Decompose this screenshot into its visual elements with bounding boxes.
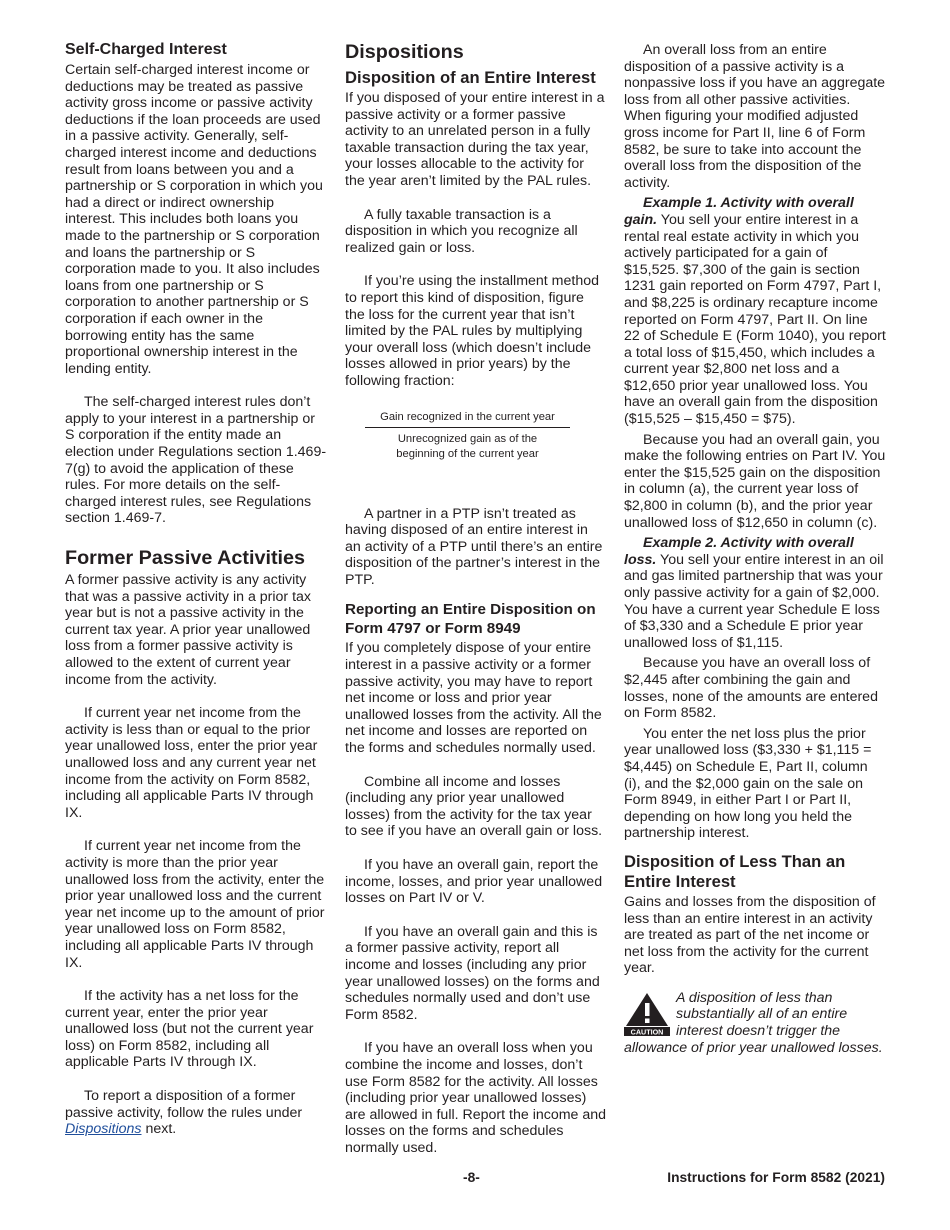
- example-1-title: Example 1. Activity with overall gain.: [624, 195, 854, 228]
- paragraph: Combine all income and losses (including any prior year unallowed losses) from the activity for the tax year to see if you have an overall gain or loss.: [345, 773, 603, 840]
- paragraph: If you have an overall gain and this is a former passive activity, report all income and losses (including any prior year unallowed losses) on the forms and schedules normally used and don’t use Form 8582.: [345, 923, 600, 1023]
- caution-note: [624, 990, 886, 1056]
- paragraph: Gains and losses from the disposition of less than an entire interest in an activity are treated as part of the net income or net loss from the activity for the current year.: [624, 893, 876, 977]
- paragraph: If you’re using the installment method to report this kind of disposition, figure the loss for the current year that isn’t limited by the PAL rules by multiplying your overall loss (which doesn’t include losses allowed in prior years) by the following fraction:: [345, 273, 600, 389]
- paragraph: If current year net income from the activity is more than the prior year unallowed loss from the activity, enter the prior year unallowed loss and the current year net income up to the amount of prior year unallowed loss on Form 8582, including all applicable Parts IV through IX.: [65, 838, 325, 971]
- example-2: [624, 535, 886, 651]
- text: next.: [141, 1121, 177, 1138]
- footer-title: Instructions for Form 8582 (2021): [667, 1170, 885, 1185]
- text: To report a disposition of a former passive activity, follow the rules under: [65, 1088, 303, 1121]
- paragraph: If the activity has a net loss for the current year, enter the prior year unallowed loss (but not the current year loss) on Form 8582, including all applicable Parts IV through IX.: [65, 988, 314, 1071]
- paragraph: If you have an overall gain, report the income, losses, and prior year unallowed losses on Part IV or V.: [345, 857, 603, 907]
- example-1: [624, 195, 886, 427]
- paragraph: You enter the net loss plus the prior year unallowed loss ($3,330 + $1,115 = $4,445) on Schedule E, Part II, column (i), and the $2,000 gain on the sale on Form 8949, in either Part I or Part II, depending on how long you held the partnership interest.: [624, 725, 872, 842]
- paragraph: Because you have an overall loss of $2,445 after combining the gain and losses, none of the amounts are entered on Form 8582.: [624, 655, 878, 722]
- example-2-title: Example 2. Activity with overall loss.: [624, 535, 854, 568]
- heading-former-passive-activities: Former Passive Activities: [65, 547, 306, 570]
- paragraph: If you disposed of your entire interest in a passive activity or a former passive activity to an unrelated person in a fully taxable transaction during the tax year, your losses allocable to the activity for the year aren’t limited by the PAL rules.: [345, 90, 605, 189]
- paragraph: If current year net income from the activity is less than or equal to the prior year unallowed loss, enter the prior year unallowed loss and any current year net income from the activity on Form 8582, including all applicable Parts IV through IX.: [65, 705, 318, 821]
- dispositions-link[interactable]: Dispositions: [65, 1121, 142, 1138]
- paragraph: [65, 1088, 327, 1138]
- paragraph: If you have an overall loss when you combine the income and losses, don’t use Form 8582 for the activity. All losses (including prior year unallowed losses) are allowed in full. Report the income and losses on the forms and schedules normally used.: [345, 1040, 607, 1156]
- example-2-body: You sell your entire interest in an oil and gas limited partnership that was your only passive activity for a gain of $2,000. You have a current year Schedule E loss of $3,330 and a Schedule E prior year unallowed loss of $1,115.: [624, 551, 884, 651]
- column-middle: [345, 40, 607, 1157]
- paragraph: An overall loss from an entire disposition of a passive activity is a nonpassive loss if you have an aggregate loss from all other passive activities. When figuring your modified adjusted gross income for Part II, line 6 of Form 8582, be sure to take into account the overall loss from the disposition of the activity.: [624, 42, 886, 191]
- heading-disposition-less-than-entire: Disposition of Less Than an Entire Interest: [624, 851, 846, 891]
- column-right: [624, 40, 886, 1056]
- paragraph: A former passive activity is any activity that was a passive activity in a prior tax year but is not a passive activity in the current tax year. A prior year unallowed loss from a former passive activity is allowed to the extent of current year income from the activity.: [65, 572, 312, 688]
- fraction-denominator: Unrecognized gain as of the beginning of the current year: [396, 432, 539, 460]
- heading-disposition-entire-interest: Disposition of an Entire Interest: [345, 68, 596, 87]
- page-number: -8-: [463, 1170, 480, 1185]
- heading-reporting-entire-disposition: Reporting an Entire Disposition on Form 4797 or Form 8949: [345, 601, 596, 638]
- paragraph: The self-charged interest rules don’t apply to your interest in a partnership or S corporation if the entity made an election under Regulations section 1.469-7(g) to avoid the application of these rules. For more details on the self-charged interest rules, see Regulations section 1.469-7.: [65, 394, 327, 527]
- paragraph: Certain self-charged interest income or deductions may be treated as passive activity gross income or passive activity deductions if the loan proceeds are used in a passive activity. Generally, self-charged interest income and deductions result from loans between you and a partnership or S corporation in which you had a direct or indirect ownership interest. This includes both loans you made to the partnership or S corporation and loans the partnership or S corporation made to you. It also includes loans from one partnership or S corporation to another partnership or S corporation if each owner in the borrowing entity has the same proportional ownership interest in the lending entity.: [65, 62, 323, 377]
- paragraph: Because you had an overall gain, you make the following entries on Part IV. You enter the $15,525 gain on the disposition in column (a), the current year loss of $2,800 in column (b), and the prior year unallowed loss of $12,650 in column (c).: [624, 431, 886, 531]
- paragraph: A fully taxable transaction is a disposition in which you recognize all realized gain or loss.: [345, 206, 578, 256]
- column-left: [65, 40, 327, 1138]
- caution-text: A disposition of less than substantially all of an entire interest doesn’t trigger the allowance of prior year unallowed losses.: [624, 989, 883, 1056]
- fraction-numerator: Gain recognized in the current year: [365, 411, 570, 428]
- example-1-body: You sell your entire interest in a rental real estate activity in which you actively participated for a gain of $15,525. $7,300 of the gain is section 1231 gain reported on Form 4797, Part I, and $8,225 is ordinary recapture income reported on Form 4797, Part II. On line 22 of Schedule E (Form 1040), you report a total loss of $15,450, which includes a current year $2,800 net loss and a $12,650 prior year unallowed loss. You have an overall gain from the disposition ($15,525 – $15,450 = $75).: [624, 211, 886, 428]
- heading-dispositions: Dispositions: [345, 41, 464, 63]
- caution-icon: [624, 992, 670, 1036]
- fraction: [365, 411, 570, 462]
- paragraph: A partner in a PTP isn’t treated as having disposed of an entire interest in an activity of a PTP until there’s an entire disposition of the partner’s interest in the PTP.: [345, 505, 603, 588]
- caution-label: CAUTION: [630, 1027, 664, 1036]
- paragraph: If you completely dispose of your entire interest in a passive activity or a former passive activity, you may have to report net income or loss and prior year unallowed losses from the activity. All the net income and losses are reported on the forms and schedules normally used.: [345, 640, 602, 757]
- heading-self-charged-interest: Self-Charged Interest: [65, 41, 227, 58]
